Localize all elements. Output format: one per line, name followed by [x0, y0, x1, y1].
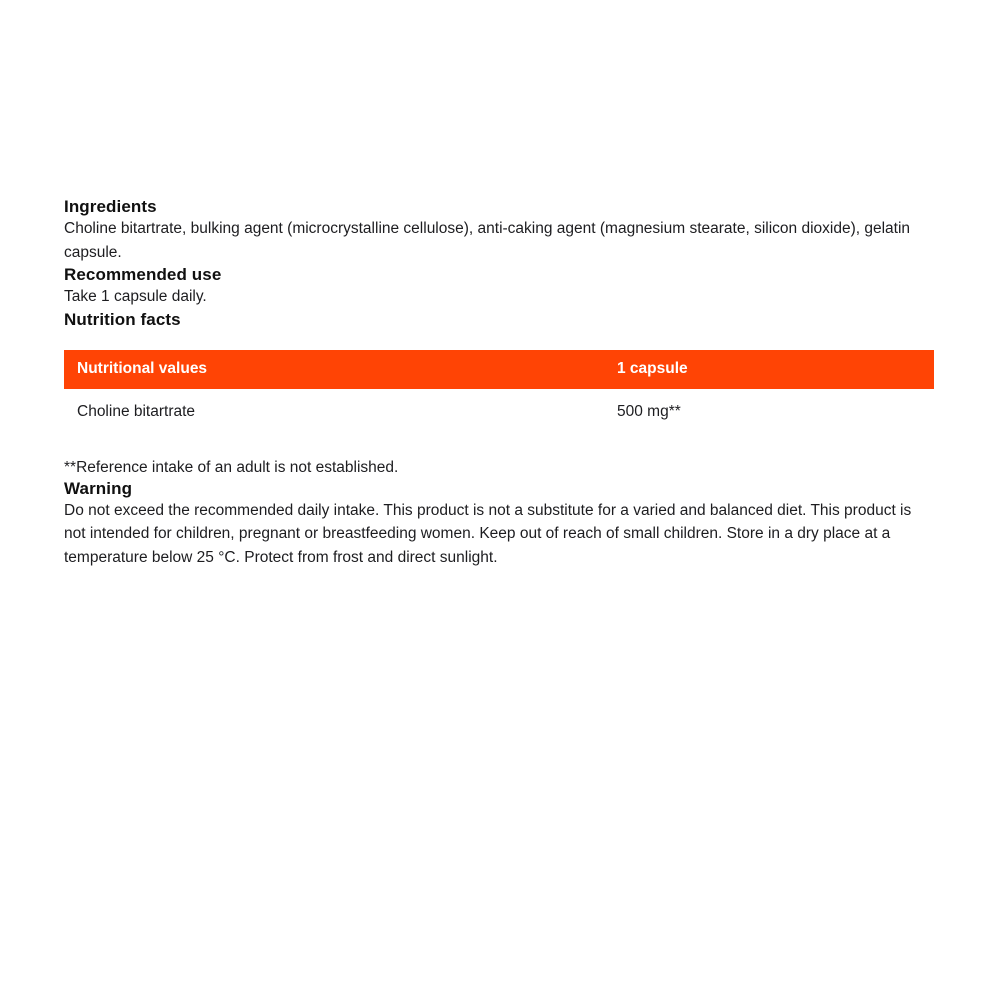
nutrition-table	[64, 350, 934, 435]
ingredients-text: Choline bitartrate, bulking agent (microcrystalline cellulose), anti-caking agent (magnesium stearate, silicon dioxide), gelatin capsule.	[64, 220, 911, 261]
nutrition-table-header	[64, 350, 934, 389]
nutrient-amount: 500 mg**	[617, 402, 681, 420]
ingredients-section	[64, 196, 934, 264]
ingredients-heading: Ingredients	[64, 197, 157, 216]
nutrition-facts-section	[64, 309, 934, 478]
column-header-nutritional-values: Nutritional values	[77, 360, 208, 377]
warning-heading: Warning	[64, 478, 133, 498]
recommended-use-heading: Recommended use	[64, 265, 222, 284]
table-row	[64, 389, 934, 435]
warning-text: Do not exceed the recommended daily intake. This product is not a substitute for a varied and balanced diet. This product is not intended for children, pregnant or breastfeeding women. Keep out of reach of small children. Store in a dry place at a temperature below 25 °C. Protect from frost and direct sunlight.	[64, 501, 912, 566]
warning-section	[64, 478, 934, 570]
column-header-serving: 1 capsule	[617, 360, 688, 377]
recommended-use-text: Take 1 capsule daily.	[64, 288, 207, 305]
nutrient-name: Choline bitartrate	[77, 402, 196, 420]
reference-intake-footnote: **Reference intake of an adult is not established.	[64, 458, 399, 476]
nutrition-facts-heading: Nutrition facts	[64, 309, 181, 329]
recommended-use-section	[64, 264, 934, 309]
